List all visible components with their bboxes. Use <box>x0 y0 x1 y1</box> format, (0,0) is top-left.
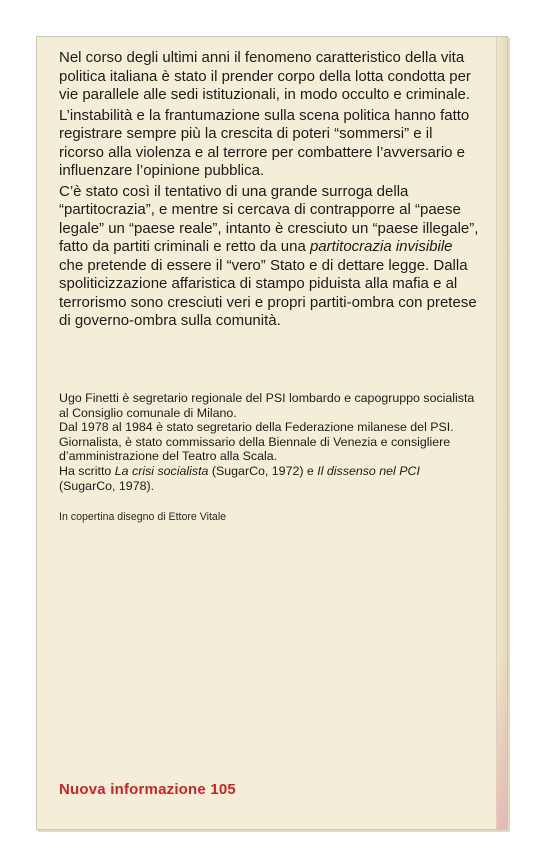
bio-line-3 <box>59 464 479 493</box>
blurb-paragraph-2: L’instabilità e la frantumazione sulla scena politica hanno fatto registrare sempre più la crescita di poteri “sommersi” e il ricorso alla violenza e al terrore per combattere l’avversario e influenzare l’opinione pubblica. <box>59 106 470 179</box>
book-back-cover <box>36 36 508 830</box>
blurb-paragraph-1: Nel corso degli ultimi anni il fenomeno caratteristico della vita politica italiana è stato il prender corpo della lotta condotta per vie parallele alle sedi istituzionali, in modo occulto e criminale. <box>59 49 471 103</box>
author-bio <box>59 391 479 493</box>
blurb-text <box>59 49 479 333</box>
bio-l3-c: (SugarCo, 1978). <box>59 478 155 493</box>
series-label: Nuova informazione 105 <box>59 781 236 798</box>
bio-line-2: Dal 1978 al 1984 è stato segretario della Federazione milanese del PSI. Giornalista, è stato commissario della Biennale di Venezia e consigliere d’amministrazione del Teatro alla Scala. <box>59 420 454 464</box>
blurb-p3-italic: partitocrazia invisibile <box>309 238 453 255</box>
blurb-p3-start: C’è stato così il tentativo di una grande surroga della “partitocrazia”, e mentre si cercava di contrapporre al “paese legale” un “paese reale”, intanto è cresciuto un “paese illegale”, fatto da partiti criminali e retto da una <box>59 182 479 255</box>
blurb-paragraph-3 <box>59 183 479 331</box>
cover-credit: In copertina disegno di Ettore Vitale <box>59 511 227 523</box>
book-title-2: Il dissenso nel PCI <box>317 463 420 478</box>
bio-line-1: Ugo Finetti è segretario regionale del PSI lombardo e capogruppo socialista al Consiglio comunale di Milano. <box>59 391 475 420</box>
bio-l3-b: (SugarCo, 1972) e <box>208 463 318 478</box>
edge-tint <box>497 649 507 829</box>
blurb-p3-end: che pretende di essere il “vero” Stato e di dettare legge. Dalla spoliticizzazione affaristica di stampo piduista alla mafia e al terrorismo sono cresciuti veri e propri partiti-ombra con pretese di governo-ombra sulla comunità. <box>59 256 477 329</box>
book-title-1: La crisi socialista <box>114 463 209 478</box>
bio-l3-a: Ha scritto <box>59 463 115 478</box>
